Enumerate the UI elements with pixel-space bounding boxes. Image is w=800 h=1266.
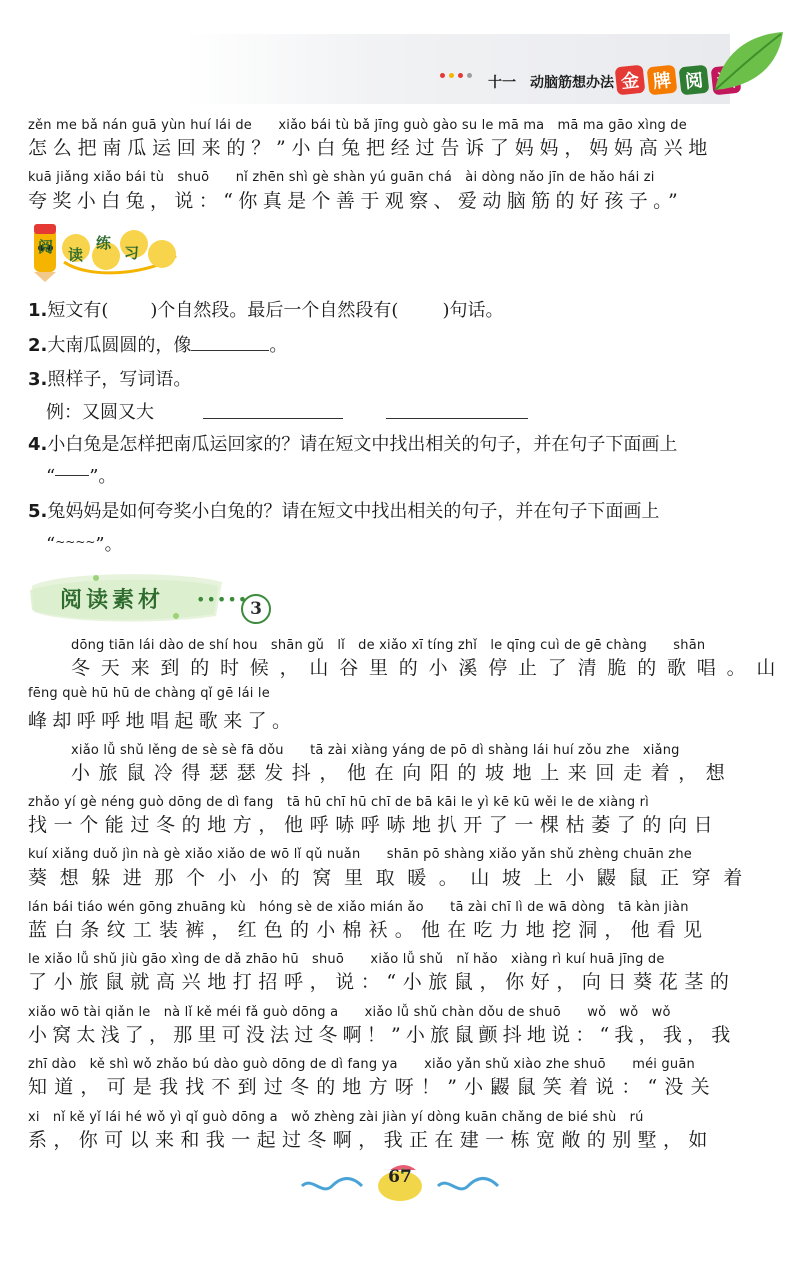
- text-line: 葵想躲进那个小小的窝里取暖。山坡上小鼹鼠正穿着: [28, 867, 755, 889]
- answer-blank-2[interactable]: [386, 398, 528, 419]
- section-number: 3: [241, 594, 271, 624]
- badge-char-4: 习: [124, 244, 140, 262]
- question-5: 5.兔妈妈是如何夸奖小白兔的？请在短文中找出相关的句子，并在句子下面画上: [28, 501, 660, 522]
- logo-char-3: 阅: [679, 65, 710, 96]
- pinyin-line: xiǎo lǚ shǔ lěng de sè sè fā dǒu tā zài xiàng yáng de pō dì shàng lái huí zǒu zhe xiǎng: [71, 743, 680, 758]
- text-line: 冬天来到的时候，山谷里的小溪停止了清脆的歌唱。山: [71, 657, 787, 679]
- text-line: 找一个能过冬的地方，他呼哧呼哧地扒开了一棵枯萎了的向日: [28, 814, 720, 836]
- logo-char-1: 金: [615, 65, 646, 96]
- chapter-title: 十一 动脑筋想办法: [488, 75, 614, 91]
- pinyin-line: zěn me bǎ nán guā yùn huí lái de xiǎo bái tù bǎ jīng guò gào su le mā ma mā ma gāo xìng de: [28, 118, 687, 133]
- question-2: 2.大南瓜圆圆的，像 。: [28, 331, 287, 357]
- question-4: 4.小白兔是怎样把南瓜运回家的？请在短文中找出相关的句子，并在句子下面画上: [28, 434, 678, 455]
- badge-char-1: 阅: [38, 238, 54, 256]
- pinyin-line: zhǎo yí gè néng guò dōng de dì fang tā hū chī hū chī de bā kāi le yì kē kū wěi le de xiàng rì: [28, 795, 649, 810]
- question-5-marker: “~~~~”。: [46, 534, 123, 555]
- answer-blank-1[interactable]: [203, 398, 343, 419]
- badge-char-3: 练: [96, 234, 112, 252]
- pinyin-line: xi nǐ kě yǐ lái hé wǒ yì qǐ guò dōng a wǒ zhèng zài jiàn yí dòng kuān chǎng de bié shù rú: [28, 1110, 644, 1125]
- logo-char-2: 牌: [647, 65, 678, 96]
- pinyin-line: lán bái tiáo wén gōng zhuāng kù hóng sè de xiǎo mián ǎo tā zài chī lì de wā dòng tā kàn jiàn: [28, 900, 689, 915]
- text-line: 小窝太浅了，那里可没法过冬啊！”小旅鼠颤抖地说：“我，我，我: [28, 1024, 736, 1046]
- text-line: 蓝白条纹工装裤，红色的小棉袄。他在吃力地挖洞，他看见: [28, 919, 710, 941]
- question-3: 3.照样子，写词语。: [28, 369, 192, 390]
- pinyin-line: fēng què hū hū de chàng qǐ gē lái le: [28, 686, 270, 701]
- answer-blank[interactable]: [191, 332, 269, 351]
- example-text: 例：又圆又大: [46, 402, 154, 423]
- text-line: 了小旅鼠就高兴地打招呼，说：“小旅鼠，你好，向日葵花茎的: [28, 971, 736, 993]
- text-line: 峰却呼呼地唱起歌来了。: [28, 710, 297, 732]
- text-line: 小旅鼠冷得瑟瑟发抖，他在向阳的坡地上来回走着，想: [71, 762, 734, 784]
- text-line: 怎么把南瓜运回来的？”小白兔把经过告诉了妈妈，妈妈高兴地: [28, 137, 714, 159]
- section-title: 阅读素材: [60, 587, 165, 613]
- header-decoration-dots: [440, 66, 476, 82]
- pinyin-line: kuí xiǎng duǒ jìn nà gè xiǎo xiǎo de wō lǐ qǔ nuǎn shān pō shàng xiǎo yǎn shǔ zhèng chuān zhe: [28, 847, 692, 862]
- text-line: 夸奖小白兔，说：“你真是个善于观察、爱动脑筋的好孩子。”: [28, 190, 684, 212]
- pinyin-line: kuā jiǎng xiǎo bái tù shuō nǐ zhēn shì gè shàn yú guān chá ài dòng nǎo jīn de hǎo hái zi: [28, 170, 655, 185]
- pinyin-line: le xiǎo lǚ shǔ jiù gāo xìng de dǎ zhāo hū shuō xiǎo lǚ shǔ nǐ hǎo xiàng rì kuí huā jīng de: [28, 952, 665, 967]
- pinyin-line: xiǎo wō tài qiǎn le nà lǐ kě méi fǎ guò dōng a xiǎo lǚ shǔ chàn dǒu de shuō wǒ wǒ wǒ: [28, 1005, 671, 1020]
- text-line: 知道，可是我找不到过冬的地方呀！”小鼹鼠笑着说：“没关: [28, 1076, 717, 1098]
- page-number: 67: [388, 1167, 412, 1187]
- pinyin-line: zhī dào kě shì wǒ zhǎo bú dào guò dōng de dì fang ya xiǎo yǎn shǔ xiào zhe shuō méi guān: [28, 1057, 695, 1072]
- badge-char-2: 读: [68, 246, 84, 264]
- question-1: 1.短文有( )个自然段。最后一个自然段有( )句话。: [28, 300, 504, 321]
- leaf-icon: [705, 28, 785, 98]
- section-dots: •••••: [196, 590, 249, 609]
- question-4-marker: “ ”。: [46, 462, 116, 488]
- text-line: 系，你可以来和我一起过冬啊，我正在建一栋宽敞的别墅，如: [28, 1129, 714, 1151]
- pinyin-line: dōng tiān lái dào de shí hou shān gǔ lǐ de xiǎo xī tíng zhǐ le qīng cuì de gē chàng shān: [71, 638, 706, 653]
